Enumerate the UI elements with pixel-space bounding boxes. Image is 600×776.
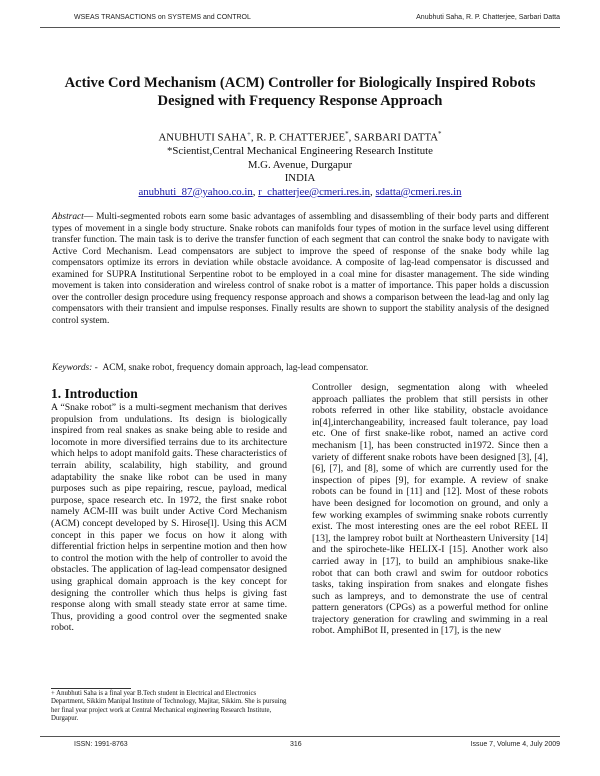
email-link-datta[interactable]: sdatta@cmeri.res.in — [375, 185, 462, 198]
footnote-divider — [51, 688, 131, 689]
intro-right-column: Controller design, segmentation along with wheeled approach palliates the problem that still persists in other robots referred in other like stability, obstacle avoidance in[4],interchangeability, increased fault tolerance, pay load etc. One of first snake-like robot, named an active cord mechanism [1], has been constructed in1972. Since then a variety of different snake robots have been designed [3], [4], [6], [7], and [8], some of which are currently used for the inspection of pipes [9], for example. A review of snake robots can be found in [11] and [12]. Most of these robots have been designed for locomotion on ground, and only a few working examples of swimming snake robots currently exist. The most interesting ones are the eel robot REEL II [13], the lamprey robot built at Northeastern University [14] and the spirochete-like HELIX-I [15]. Another work also carried away in [17], to build an amphibious snake-like robot that can both crawl and swim for outdoor robotics tasks, taking inspiration from snakes and elongate fishes such as lampreys, and to demonstrate the use of central pattern generators (CPGs) as a powerful method for online trajectory generation for crawling and swimming in a real robot. AmphiBot II, presented in [17], is the new — [312, 382, 548, 637]
address: M.G. Avenue, Durgapur — [247, 158, 353, 171]
keywords — [52, 363, 549, 375]
section-heading-introduction: 1. Introduction — [51, 386, 138, 401]
header-divider — [40, 27, 560, 28]
abstract-text: Multi-segmented robots earn some basic advantages of assembling and disassembling of their body parts and different types of movement in a single body structure. Snake robots can manifolds four types of motion in the surface level using different transfer function. The main task is to derive the transfer function of each segment that can control the snake body to navigate with Active Cord Mechanism. Lead compensators are subject to improve the speed of response of the snake body while lag compensators optimize its errors in deviation while obstacle avoidance. A composite of lag-lead compensator is discussed and examined for SUPRA Institutional Serpentine robot to be employed in a coal mine for disaster management. The side winding movement is taken into consideration and wireless control of snake robot is a matter of importance. This paper holds a discussion over the controller design procedure using frequency response approach and shows a comparison between the lead-lag and only lag compensators with their transient and impulse responses. Finally results are shown to support the stability analysis of the designed control system. — [52, 212, 550, 326]
abstract: Abstract— Multi-segmented robots earn some basic advantages of assembling and disassembling of their body parts and different types of movement in a single body structure. Snake robots can manifolds four types of motion in the surface level using different transfer function. The main task is to derive the transfer function of each segment that can control the snake body to navigate with Active Cord Mechanism. Lead compensators are subject to improve the speed of response of the snake body while lag compensators optimize its errors in deviation while obstacle avoidance. A composite of lag-lead compensator is discussed and examined for SUPRA Institutional Serpentine robot to be employed in a coal mine for disaster management. The side winding movement is taken into consideration and wireless control of snake robot is a matter of importance. This paper holds a discussion over the controller design procedure using frequency response approach and shows a comparison between the lead-lag and only lag compensators with their transient and impulse responses. Finally results are shown to support the stability analysis of the designed control system. — [52, 212, 550, 326]
email-link-chatterjee[interactable]: r_chatterjee@cmeri.res.in — [258, 185, 371, 198]
paper-title — [30, 74, 570, 110]
page-number: 316 — [290, 741, 302, 748]
intro-left-column: A “Snake robot” is a multi-segment mechanism that derives propulsion from undulations. Its design is biologically inspired from real snakes as snake being able to reside and locomote in more diversified terrains due to its architecture which helps to adopt manifold gaits. These characteristics of terrain ability, scalability, high stability, and ground adaptability the snake like robot can be used in many purposes such as pipe repairing, rescue, payload, medical purpose, space research etc. In 1972, the first snake robot namely ACM-III was built under Active Cord Mechanism (ACM) concept developed by S. Hirose[l]. Using this ACM concept in this paper we focus on how it along with differential friction helps in serpentine motion and then how to control the motion with the help of controller to avoid the obstacles. The application of lag-lead compensator designed using graphical domain approach is the key concept for designing the controller which thus helps is giving fast response along with small steady state error at same time. Thus, providing a good control over the segmented snake robot. — [51, 402, 287, 634]
keywords-text: ACM, snake robot, frequency domain approach, lag-lead compensator. — [102, 363, 369, 373]
country: INDIA — [284, 172, 316, 185]
abstract-label: Abstract — [52, 212, 84, 222]
email-link-saha[interactable]: anubhuti_87@yahoo.co.in — [138, 185, 253, 198]
footer-divider — [40, 736, 560, 737]
author-block — [40, 128, 560, 199]
running-header-journal: WSEAS TRANSACTIONS on SYSTEMS and CONTROL — [74, 14, 251, 21]
footer-issue: Issue 7, Volume 4, July 2009 — [470, 741, 560, 748]
footnote: + Anubhuti Saha is a final year B.Tech student in Electrical and Electronics Department, Sikkim Manipal Institute of Technology, Majitar, Sikkim. She is pursuing her final year project work at Central Mechanical engineering Research Institute, Durgapur. — [51, 690, 287, 723]
running-header-authors: Anubhuti Saha, R. P. Chatterjee, Sarbari Datta — [416, 14, 560, 21]
affiliation: *Scientist,Central Mechanical Engineering Research Institute — [167, 145, 433, 158]
title-line-2: Designed with Frequency Response Approach — [157, 93, 443, 109]
author-names: ANUBHUTI SAHA+, R. P. CHATTERJEE*, SARBARI DATTA* — [158, 130, 442, 144]
title-line-1: Active Cord Mechanism (ACM) Controller for Biologically Inspired Robots — [64, 75, 536, 91]
email-list: anubhuti_87@yahoo.co.in, r_chatterjee@cmeri.res.in, sdatta@cmeri.res.in — [138, 185, 462, 198]
keywords-label: Keywords: - — [52, 363, 98, 373]
footer-issn: ISSN: 1991-8763 — [74, 741, 128, 748]
